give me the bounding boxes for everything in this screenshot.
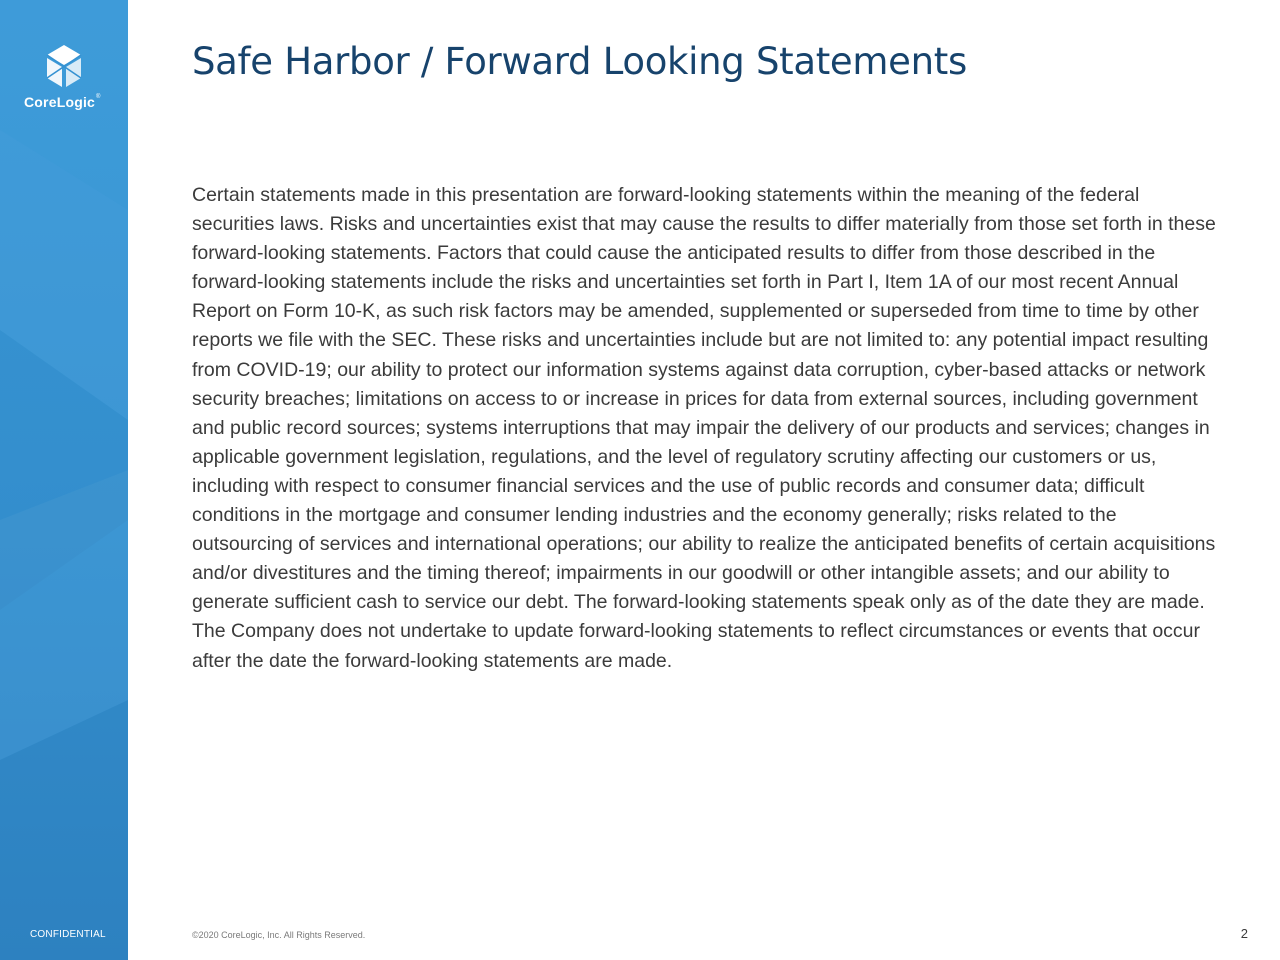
confidential-label: CONFIDENTIAL [30,929,106,940]
safe-harbor-paragraph: Certain statements made in this presentation are forward-looking statements within the meaning of the federal securities laws. Risks and uncertainties exist that may cause the results to differ materially from those set forth in these forward-looking statements. Factors that could cause the anticipated results to differ from those described in the forward-looking statements include the risks and uncertainties set forth in Part I, Item 1A of our most recent Annual Report on Form 10-K, as such risk factors may be amended, supplemented or superseded from time to time by other reports we file with the SEC. These risks and uncertainties include but are not limited to: any potential impact resulting from COVID-19; our ability to protect our information systems against data corruption, cyber-based attacks or network security breaches; limitations on access to or increase in prices for data from external sources, including government and public record sources; systems interruptions that may impair the delivery of our products and services; changes in applicable government legislation, regulations, and the level of regulatory scrutiny affecting our customers or us, including with respect to consumer financial services and the use of public records and consumer data; difficult conditions in the mortgage and consumer lending industries and the economy generally; risks related to the outsourcing of services and international operations; our ability to realize the anticipated benefits of certain acquisitions and/or divestitures and the timing thereof; impairments in our goodwill or other intangible assets; and our ability to generate sufficient cash to service our debt. The forward-looking statements speak only as of the date they are made. The Company does not undertake to update forward-looking statements to reflect circumstances or events that occur after the date the forward-looking statements are made. [192,184,1216,672]
slide-title: Safe Harbor / Forward Looking Statements [192,40,967,83]
page-number: 2 [1240,926,1248,941]
logo-trademark: ® [96,94,101,100]
sidebar-facet-pattern [0,0,128,960]
logo-name: CoreLogic [24,94,96,110]
corelogic-cube-icon [45,44,83,88]
corelogic-logo [18,44,114,120]
copyright-notice: ©2020 CoreLogic, Inc. All Rights Reserved. [192,930,366,940]
logo-wordmark [24,94,101,110]
brand-sidebar [0,0,128,960]
